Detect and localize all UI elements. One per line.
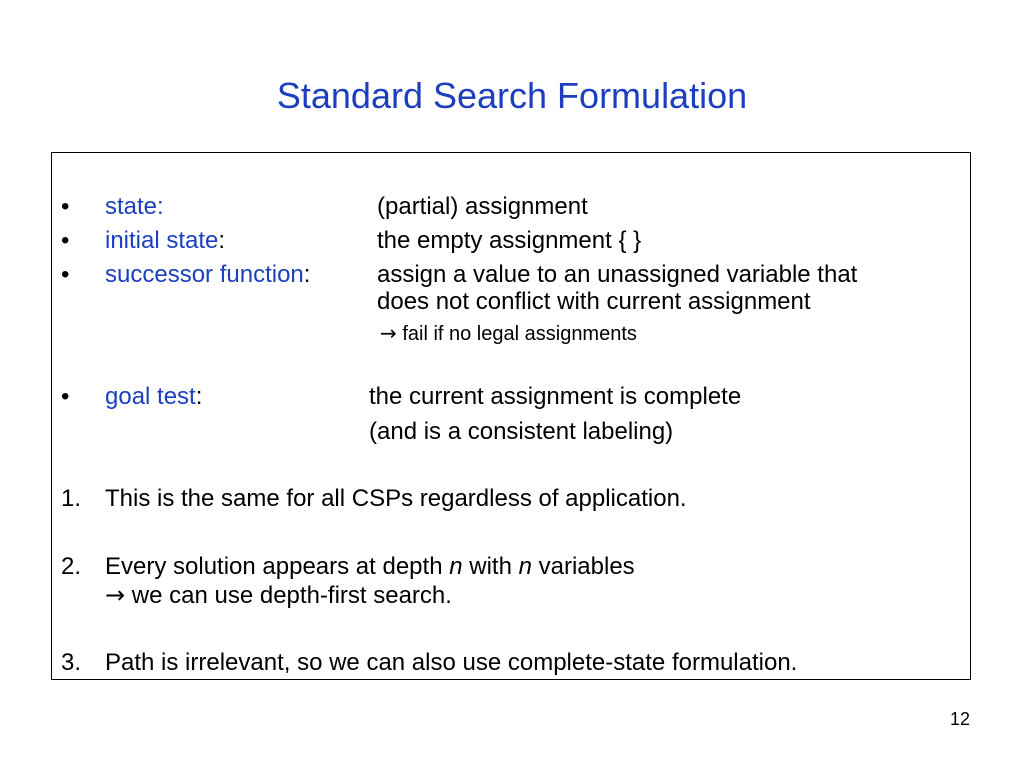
italic-variable: n bbox=[449, 553, 463, 580]
numbered-item-text: Path is irrelevant, so we can also use complete-state formulation. bbox=[105, 649, 798, 676]
list-number: 3. bbox=[61, 649, 82, 676]
slide-title: Standard Search Formulation bbox=[276, 75, 748, 116]
text-segment: Every solution appears at depth bbox=[105, 553, 450, 580]
bullet-goal-test-definition-line2: (and is a consistent labeling) bbox=[369, 418, 674, 445]
bullet-marker: • bbox=[61, 193, 70, 220]
term-goal-test: goal test bbox=[105, 383, 196, 410]
subline-text: we can use depth-first search. bbox=[131, 582, 452, 609]
bullet-successor-definition-line1: assign a value to an unassigned variable that bbox=[377, 261, 858, 288]
numbered-item-subline bbox=[105, 581, 452, 610]
bullet-successor-note bbox=[380, 321, 637, 346]
right-arrow-icon: → bbox=[380, 321, 397, 345]
list-number: 1. bbox=[61, 485, 82, 512]
bullet-successor-definition-line2: does not conflict with current assignment bbox=[377, 288, 811, 315]
text-segment: with bbox=[462, 553, 519, 580]
bullet-state-definition: (partial) assignment bbox=[377, 193, 588, 220]
text-segment: variables bbox=[531, 553, 635, 580]
bullet-initial-state-term bbox=[105, 227, 225, 255]
numbered-item-text: This is the same for all CSPs regardless of application. bbox=[105, 485, 687, 512]
bullet-marker: • bbox=[61, 383, 70, 410]
term-state: state bbox=[105, 193, 158, 220]
numbered-item-text bbox=[105, 553, 635, 581]
bullet-goal-test-definition-line1: the current assignment is complete bbox=[369, 383, 742, 410]
bullet-marker: • bbox=[61, 261, 70, 288]
bullet-marker: • bbox=[61, 227, 70, 254]
term-colon: : bbox=[195, 383, 203, 410]
right-arrow-icon: → bbox=[105, 581, 126, 609]
bullet-initial-state-definition: the empty assignment { } bbox=[377, 227, 642, 254]
page-number: 12 bbox=[949, 709, 970, 729]
bullet-successor-term bbox=[105, 261, 310, 289]
term-initial-state: initial state bbox=[105, 227, 219, 254]
term-successor-function: successor function bbox=[105, 261, 304, 288]
bullet-goal-test-term bbox=[105, 383, 202, 411]
term-colon: : bbox=[303, 261, 311, 288]
bullet-state-term bbox=[105, 193, 164, 221]
term-colon: : bbox=[218, 227, 226, 254]
list-number: 2. bbox=[61, 553, 82, 580]
italic-variable: n bbox=[518, 553, 532, 580]
content-box bbox=[51, 152, 971, 680]
term-colon: : bbox=[157, 193, 164, 220]
note-text: fail if no legal assignments bbox=[402, 323, 637, 345]
